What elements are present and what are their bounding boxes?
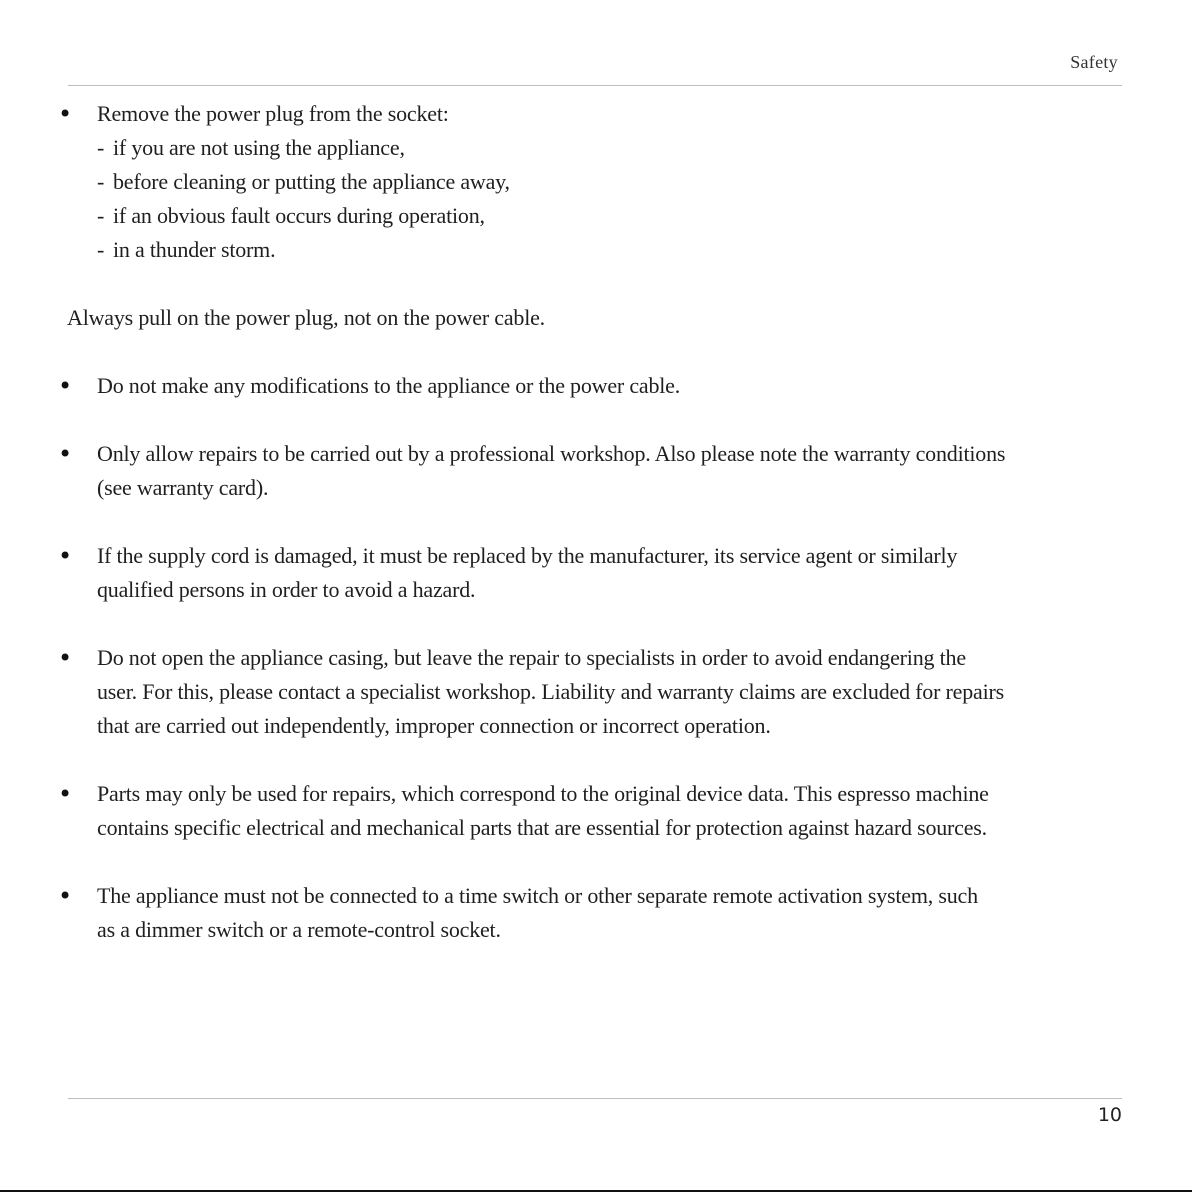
- page-number: 10: [1097, 1104, 1122, 1126]
- bullet-line: contains specific electrical and mechanical parts that are essential for protection against hazard sources.: [97, 815, 987, 840]
- dash-marker: -: [97, 135, 105, 160]
- note-pull-plug: Always pull on the power plug, not on the power cable.: [67, 305, 545, 330]
- sub-item-text: if an obvious fault occurs during operation,: [113, 203, 485, 228]
- sub-item-text: before cleaning or putting the appliance away,: [113, 169, 510, 194]
- sub-item-thunder-storm: [97, 233, 997, 267]
- dash-marker: -: [97, 237, 105, 262]
- sub-item-not-using: [97, 131, 997, 165]
- dash-marker: -: [97, 203, 105, 228]
- dash-marker: -: [97, 169, 105, 194]
- bullet-line: • Parts may only be used for repairs, which correspond to the original device data. This espresso machine: [97, 781, 989, 806]
- bullet-parts: [97, 777, 1117, 845]
- sub-item-before-cleaning: [97, 165, 997, 199]
- section-label: Safety: [1070, 52, 1118, 72]
- bullet-line: • Only allow repairs to be carried out by a professional workshop. Also please note the warranty conditions: [97, 441, 1006, 466]
- bullet-line: qualified persons in order to avoid a hazard.: [97, 577, 476, 602]
- footer-divider: [68, 1098, 1122, 1099]
- bullet-line: • If the supply cord is damaged, it must be replaced by the manufacturer, its service agent or similarly: [97, 543, 958, 568]
- bullet-remove-plug: [97, 97, 1117, 131]
- sub-item-fault: [97, 199, 997, 233]
- bullet-line: • Do not open the appliance casing, but leave the repair to specialists in order to avoid endangering the: [97, 645, 966, 670]
- bullet-repairs: [97, 437, 1117, 505]
- bullet-line: user. For this, please contact a specialist workshop. Liability and warranty claims are excluded for repairs: [97, 679, 1004, 704]
- bullet-supply-cord: [97, 539, 1117, 607]
- bullet-line: as a dimmer switch or a remote-control socket.: [97, 917, 501, 942]
- sub-item-text: if you are not using the appliance,: [113, 135, 405, 160]
- bullet-time-switch: [97, 879, 1117, 947]
- bullet-line: (see warranty card).: [97, 475, 269, 500]
- bullet-casing: [97, 641, 1117, 743]
- header-divider: [68, 85, 1122, 86]
- bullet-no-modifications: [97, 369, 1117, 403]
- sub-item-text: in a thunder storm.: [113, 237, 276, 262]
- bullet-text: Remove the power plug from the socket:: [97, 101, 449, 126]
- bullet-line: • The appliance must not be connected to a time switch or other separate remote activation system, such: [97, 883, 978, 908]
- bullet-line: that are carried out independently, improper connection or incorrect operation.: [97, 713, 771, 738]
- bullet-text: Do not make any modifications to the appliance or the power cable.: [97, 373, 681, 398]
